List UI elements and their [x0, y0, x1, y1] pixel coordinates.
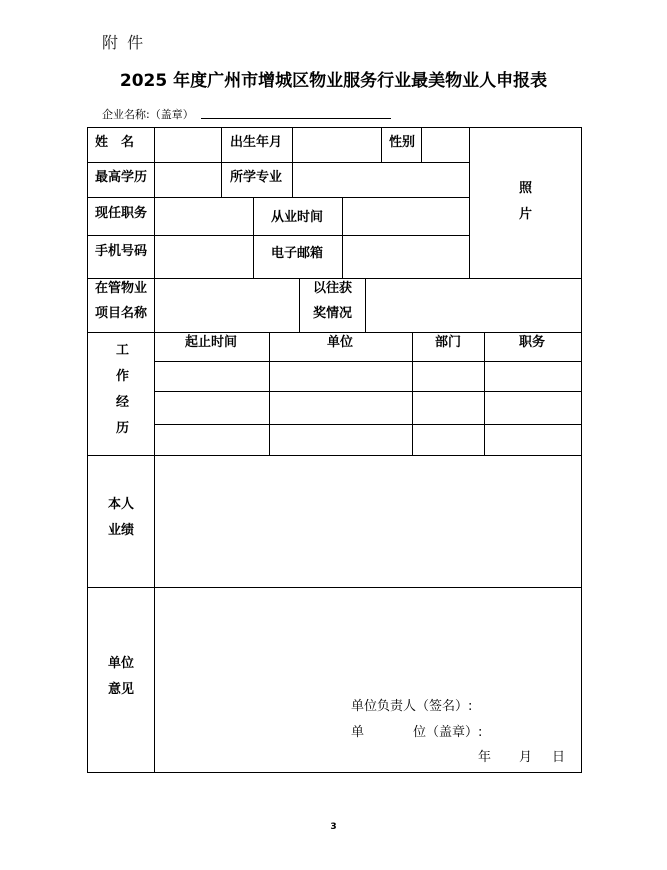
signature-line: 单位负责人（签名）:: [351, 699, 473, 714]
awards-label: 奖情况: [313, 306, 353, 321]
work-header-period: 起止时间: [185, 335, 238, 350]
years-field[interactable]: [344, 199, 468, 234]
phone-label: 手机号码: [95, 244, 148, 259]
education-field[interactable]: [156, 164, 220, 196]
grid-line: [221, 127, 222, 162]
email-field[interactable]: [344, 237, 468, 277]
grid-line: [469, 127, 470, 278]
grid-line: [87, 772, 582, 773]
date-month: 月: [519, 750, 533, 765]
opinion-label: 意见: [108, 682, 135, 697]
company-name-label: 企业名称:（盖章）: [102, 108, 194, 121]
name-field[interactable]: [156, 129, 220, 161]
opinion-label: 单位: [108, 656, 135, 671]
company-name-field[interactable]: [201, 118, 391, 119]
grid-line: [87, 332, 582, 333]
grid-line: [154, 424, 582, 425]
birth-field[interactable]: [294, 129, 380, 161]
awards-field[interactable]: [367, 280, 580, 331]
work-cell[interactable]: [156, 363, 268, 390]
position-label: 现任职务: [95, 206, 148, 221]
opinion-field[interactable]: [156, 589, 580, 689]
attachment-label: 附 件: [102, 33, 146, 52]
grid-line: [292, 162, 293, 197]
grid-line: [269, 332, 270, 455]
work-cell[interactable]: [414, 426, 483, 454]
grid-line: [87, 278, 582, 279]
work-header-department: 部门: [435, 335, 462, 350]
grid-line: [87, 197, 470, 198]
date-year: 年: [478, 750, 492, 765]
work-header-position: 职务: [519, 335, 546, 350]
work-cell[interactable]: [271, 363, 411, 390]
work-history-label: 经: [116, 395, 130, 410]
work-cell[interactable]: [486, 393, 580, 423]
work-cell[interactable]: [414, 393, 483, 423]
email-label: 电子邮箱: [271, 246, 324, 261]
grid-line: [87, 587, 582, 588]
awards-label: 以往获: [313, 281, 353, 296]
performance-label: 本人: [108, 497, 135, 512]
grid-line: [87, 235, 470, 236]
grid-line: [253, 197, 254, 278]
grid-line: [221, 162, 222, 197]
grid-line: [87, 127, 582, 128]
years-label: 从业时间: [271, 210, 324, 225]
work-cell[interactable]: [271, 426, 411, 454]
project-field[interactable]: [156, 280, 298, 331]
name-label: 姓 名: [95, 135, 135, 150]
stamp-line: 位（盖章）:: [413, 725, 483, 740]
gender-field[interactable]: [423, 129, 468, 161]
work-cell[interactable]: [486, 426, 580, 454]
gender-label: 性别: [389, 135, 416, 150]
work-cell[interactable]: [156, 393, 268, 423]
page-number: 3: [330, 822, 337, 832]
work-cell[interactable]: [156, 426, 268, 454]
grid-line: [87, 127, 88, 773]
grid-line: [342, 197, 343, 278]
work-cell[interactable]: [486, 363, 580, 390]
project-label: 在管物业: [95, 281, 148, 296]
position-field[interactable]: [156, 199, 252, 234]
phone-field[interactable]: [156, 237, 252, 277]
work-history-label: 作: [116, 369, 130, 384]
grid-line: [581, 127, 582, 773]
grid-line: [421, 127, 422, 162]
performance-label: 业绩: [108, 523, 135, 538]
grid-line: [412, 332, 413, 455]
grid-line: [154, 361, 582, 362]
work-header-unit: 单位: [327, 335, 354, 350]
form-title: 2025 年度广州市增城区物业服务行业最美物业人申报表: [119, 71, 548, 91]
major-field[interactable]: [294, 164, 468, 196]
work-cell[interactable]: [271, 393, 411, 423]
education-label: 最高学历: [95, 170, 148, 185]
grid-line: [154, 391, 582, 392]
stamp-line-unit: 单: [351, 725, 365, 740]
photo-area[interactable]: [471, 129, 580, 277]
birth-label: 出生年月: [230, 135, 283, 150]
grid-line: [299, 278, 300, 332]
photo-label: 片: [519, 207, 533, 222]
grid-line: [154, 127, 155, 773]
grid-line: [365, 278, 366, 332]
major-label: 所学专业: [230, 170, 283, 185]
grid-line: [87, 455, 582, 456]
work-cell[interactable]: [414, 363, 483, 390]
grid-line: [381, 127, 382, 162]
grid-line: [484, 332, 485, 455]
photo-label: 照: [519, 181, 533, 196]
performance-field[interactable]: [156, 457, 580, 586]
grid-line: [87, 162, 470, 163]
work-history-label: 工: [116, 343, 130, 358]
work-history-label: 历: [116, 421, 130, 436]
grid-line: [292, 127, 293, 162]
date-day: 日: [552, 750, 566, 765]
project-label: 项目名称: [95, 306, 148, 321]
